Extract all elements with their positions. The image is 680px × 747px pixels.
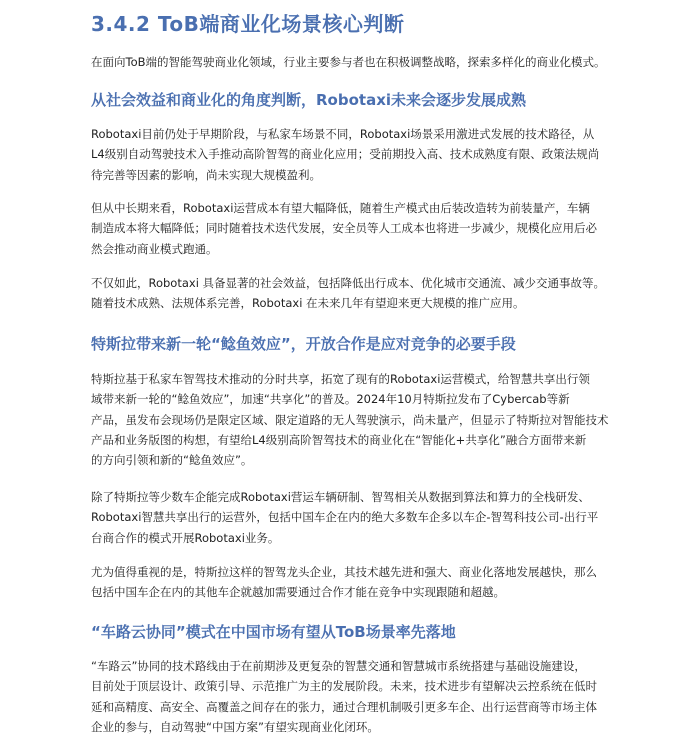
text-line: 制造成本将大幅降低；同时随着技术迭代发展，安全员等人工成本也将进一步减少，规模化应用后必 [91,221,597,236]
subheading-tesla: 特斯拉带来新一轮“鲶鱼效应”，开放合作是应对竞争的必要手段 [91,335,516,353]
text-line: 待完善等因素的影响，尚未实现大规模盈利。 [91,167,321,182]
text-line: 域带来新一轮的“鲶鱼效应”，加速“共享化”的普及。2024年10月特斯拉发布了Cybercab等新 [91,392,570,407]
text-line: L4级别自动驾驶技术入手推动高阶智驾的商业化应用；受前期投入高、技术成熟度有限、政策法规尚 [91,147,600,162]
section-heading: 3.4.2 ToB端商业化场景核心判断 [91,12,405,36]
paragraph [91,562,611,603]
text-line: 台商合作的模式开展Robotaxi业务。 [91,530,280,545]
text-line: 除了特斯拉等少数车企能完成Robotaxi营运车辆研制、智驾相关从数据到算法和算力的全栈研发、 [91,490,590,504]
text-line: 然会推动商业模式跑通。 [91,241,218,256]
paragraph [91,124,611,185]
text-line: 但从中长期来看，Robotaxi运营成本有望大幅降低，随着生产模式由后装改造转为前装量产，车辆 [91,201,590,215]
text-line: 产品和业务版图的构想，有望给L4级别高阶智驾技术的商业化在“智能化+共享化”融合方面带来新 [91,432,587,447]
text-line: 目前处于顶层设计、政策引导、示范推广为主的发展阶段。未来，技术进步有望解决云控系统在低时 [91,679,597,694]
text-line: 的方向引领和新的“鲶鱼效应”。 [91,453,253,468]
subheading-vehicle-road-cloud: “车路云协同”模式在中国市场有望从ToB场景率先落地 [91,623,456,641]
text-line: 在面向ToB端的智能驾驶商业化领域，行业主要参与者也在积极调整战略，探索多样化的商业化模式。 [91,55,606,69]
text-line: Robotaxi目前仍处于早期阶段，与私家车场景不同，Robotaxi场景采用激进式发展的技术路径，从 [91,127,595,141]
text-line: 包括中国车企在内的其他车企就越加需要通过合作才能在竞争中实现跟随和超越。 [91,585,505,600]
text-line: 产品，虽发布会现场仍是限定区域、限定道路的无人驾驶演示，尚未量产，但显示了特斯拉对智能技术 [91,412,609,427]
paragraph [91,656,611,737]
paragraph [91,369,611,470]
paragraph [91,198,611,259]
text-line: 特斯拉基于私家车智驾技术推动的分时共享，拓宽了现有的Robotaxi运营模式，给智慧共享出行领 [91,372,590,386]
text-line: 尤为值得重视的是，特斯拉这样的智驾龙头企业，其技术越先进和强大、商业化落地发展越快，那么 [91,565,597,579]
text-line: “车路云”协同的技术路线由于在前期涉及更复杂的智慧交通和智慧城市系统搭建与基础设施建设， [91,659,586,673]
paragraph [91,487,611,548]
text-line: 随着技术成熟、法规体系完善，Robotaxi 在未来几年有望迎来更大规模的推广应用。 [91,296,525,311]
paragraph [91,273,611,314]
text-line: 不仅如此，Robotaxi 具备显著的社会效益，包括降低出行成本、优化城市交通流、减少交通事故等。 [91,276,606,290]
subheading-robotaxi: 从社会效益和商业化的角度判断，Robotaxi未来会逐步发展成熟 [91,91,527,109]
text-line: 延和高精度、高安全、高覆盖之间存在的张力，通过合理机制吸引更多车企、出行运营商等市场主体 [91,699,597,714]
text-line: 企业的参与，自动驾驶“中国方案”有望实现商业化闭环。 [91,719,379,734]
text-line: Robotaxi智慧共享出行的运营外，包括中国车企在内的绝大多数车企多以车企-智驾科技公司-出行平 [91,510,599,525]
intro-paragraph [91,52,611,72]
